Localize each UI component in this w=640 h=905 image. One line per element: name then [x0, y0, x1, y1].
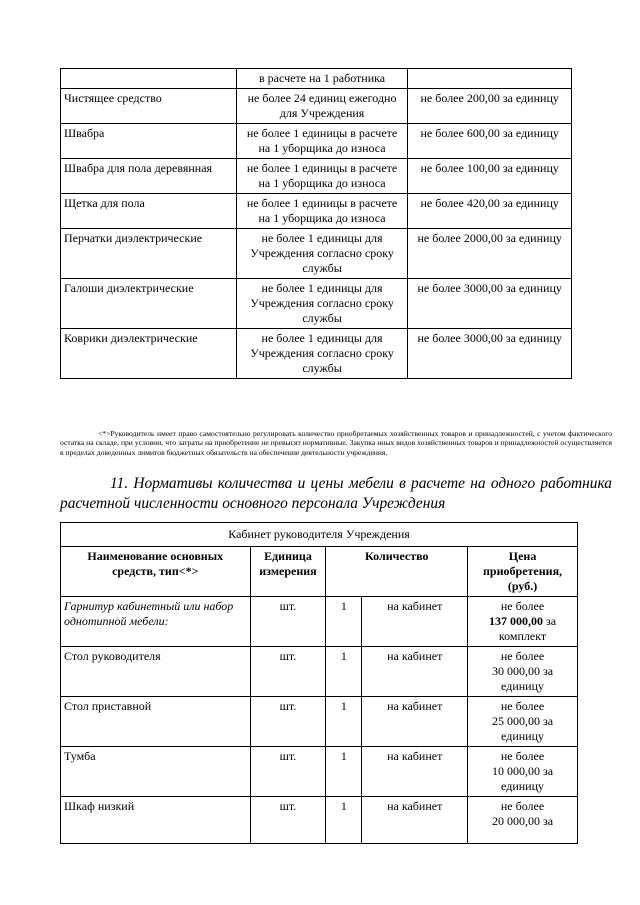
price-pre: не более	[500, 649, 545, 663]
table-row	[61, 124, 572, 159]
cell-unit: шт.	[250, 647, 326, 697]
header-price: Цена приобретения, (руб.)	[468, 547, 578, 597]
cell-name: Швабра	[61, 124, 237, 159]
cell-price: не более 200,00 за единицу	[408, 89, 572, 124]
cell-name: Стол приставной	[61, 697, 251, 747]
cell-name: Коврики диэлектрические	[61, 329, 237, 379]
cell-name: Стол руководителя	[61, 647, 251, 697]
cell-price	[408, 69, 572, 89]
table-row	[61, 697, 578, 747]
table-row	[61, 597, 578, 647]
table-row	[61, 194, 572, 229]
price-val: 10 000,00	[492, 764, 540, 778]
cell-count: 1	[326, 647, 362, 697]
cell-qty: не более 1 единицы для Учреждения согласно сроку службы	[236, 229, 408, 279]
cell-qty: не более 1 единицы в расчете на 1 уборщика до износа	[236, 159, 408, 194]
cell-name: Гарнитур кабинетный или набор однотипной мебели:	[61, 597, 251, 647]
cell-price: не более 100,00 за единицу	[408, 159, 572, 194]
cell-qty: в расчете на 1 работника	[236, 69, 408, 89]
price-pre: не более	[500, 699, 545, 713]
price-post: за единицу	[501, 664, 554, 693]
price-val: 25 000,00	[492, 714, 540, 728]
cell-price: не более 420,00 за единицу	[408, 194, 572, 229]
price-val: 137 000,00	[489, 614, 543, 628]
cell-price: не более 3000,00 за единицу	[408, 279, 572, 329]
section-title: Нормативы количества и цены мебели в расчете на одного работника расчетной численности основного персонала Учреждения	[60, 475, 612, 512]
table-row	[61, 69, 572, 89]
cell-qty: не более 1 единицы для Учреждения согласно сроку службы	[236, 279, 408, 329]
table-row	[61, 159, 572, 194]
cell-qty: не более 1 единицы в расчете на 1 уборщика до износа	[236, 194, 408, 229]
price-pre: не более	[500, 799, 545, 813]
header-quantity: Количество	[326, 547, 468, 597]
header-name: Наименование основных средств, тип<*>	[61, 547, 251, 597]
cell-unit: шт.	[250, 597, 326, 647]
cell-price	[468, 697, 578, 747]
table-row	[61, 329, 572, 379]
footnote: <*>Руководитель имеет право самостоятельно регулировать количество приобретаемых хозяйственных товаров и принадлежностей, с учетом фактического остатка на складе, при условии, что затраты на приобретение не превысят нормативные. Закупка иных видов хозяйственных товаров и принадлежностей осуществляется в пределах доведенных лимитов бюджетных обязательств на обеспечение деятельности учреждения.	[60, 429, 612, 457]
cell-price	[468, 797, 578, 844]
table-row	[61, 647, 578, 697]
table-title: Кабинет руководителя Учреждения	[61, 523, 578, 547]
cell-name: Галоши диэлектрические	[61, 279, 237, 329]
price-post: за	[543, 814, 554, 828]
cell-name: Перчатки диэлектрические	[61, 229, 237, 279]
cell-unit: шт.	[250, 747, 326, 797]
cell-count: 1	[326, 747, 362, 797]
cell-price: не более 600,00 за единицу	[408, 124, 572, 159]
cell-name: Швабра для пола деревянная	[61, 159, 237, 194]
cell-qty: не более 1 единицы для Учреждения согласно сроку службы	[236, 329, 408, 379]
table-row	[61, 89, 572, 124]
cell-unit: шт.	[250, 797, 326, 844]
price-val: 20 000,00	[492, 814, 540, 828]
cell-price	[468, 747, 578, 797]
cell-name: Шкаф низкий	[61, 797, 251, 844]
cell-price	[468, 647, 578, 697]
table-row	[61, 279, 572, 329]
cell-price: не более 2000,00 за единицу	[408, 229, 572, 279]
cell-per: на кабинет	[362, 647, 468, 697]
price-post: за единицу	[501, 714, 554, 743]
table-row	[61, 747, 578, 797]
furniture-norms-table	[60, 522, 578, 844]
cell-unit: шт.	[250, 697, 326, 747]
price-post: за единицу	[501, 764, 554, 793]
section-heading	[60, 474, 612, 514]
cell-per: на кабинет	[362, 747, 468, 797]
header-unit: Единица измерения	[250, 547, 326, 597]
cell-name: Тумба	[61, 747, 251, 797]
price-post: за комплект	[498, 614, 557, 643]
cell-per: на кабинет	[362, 697, 468, 747]
cell-per: на кабинет	[362, 597, 468, 647]
section-number: 11.	[110, 475, 129, 492]
cell-name: Чистящее средство	[61, 89, 237, 124]
cell-count: 1	[326, 697, 362, 747]
price-pre: не более	[500, 599, 545, 613]
cell-qty: не более 1 единицы в расчете на 1 уборщика до износа	[236, 124, 408, 159]
supplies-norms-table	[60, 68, 572, 379]
table-row	[61, 797, 578, 844]
cell-count: 1	[326, 797, 362, 844]
price-val: 30 000,00	[492, 664, 540, 678]
price-pre: не более	[500, 749, 545, 763]
cell-price: не более 3000,00 за единицу	[408, 329, 572, 379]
cell-price	[468, 597, 578, 647]
cell-qty: не более 24 единиц ежегодно для Учреждения	[236, 89, 408, 124]
table-row	[61, 229, 572, 279]
cell-per: на кабинет	[362, 797, 468, 844]
cell-name: Щетка для пола	[61, 194, 237, 229]
cell-count: 1	[326, 597, 362, 647]
cell-name	[61, 69, 237, 89]
